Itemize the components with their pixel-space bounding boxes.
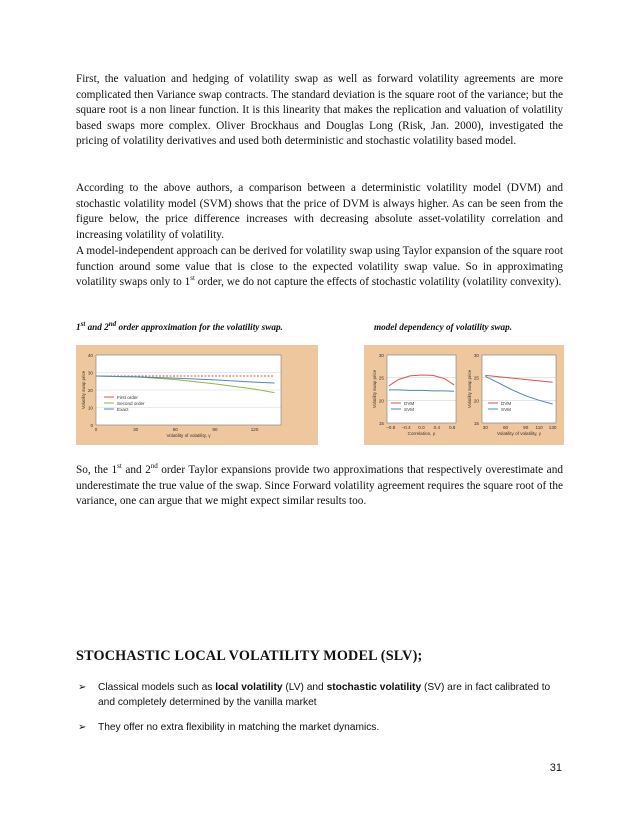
p3-text-b: order, we do not capture the effects of stochastic volatility (volatility convexity). [194,276,562,289]
x-tick-label: –0.4 [401,425,411,430]
p4-sup2: nd [150,462,158,471]
x-tick-label: 130 [548,425,557,430]
y-tick-label: 10 [87,405,93,411]
y-tick-label: 30 [473,353,479,358]
paragraph-3 [76,244,563,291]
p4-text-b: and 2 [121,464,151,476]
x-tick-label: 110 [535,425,543,430]
left-figure-caption [76,319,283,332]
paragraph-2: According to the above authors, a comparison between a deterministic volatility model (DVM) and stochastic volatility model (SVM) shows that the price of DVM is always higher. As can be seen from the figure below, the price difference increases with decreasing absolute asset-volatility correlation and increasing volatility of volatility. [76,182,563,241]
y-tick-label: 15 [473,421,479,426]
arrow-bullet-icon: ➢ [78,682,87,693]
p4-text-a: So, the 1 [76,464,118,476]
x-tick-label: 0.8 [448,425,456,430]
cap-sup1: st [80,319,86,328]
legend-label: DVM [404,400,415,406]
figure-taylor-approximation [76,345,318,445]
section-heading: STOCHASTIC LOCAL VOLATILITY MODEL (SLV); [76,648,423,664]
x-tick-label: 90 [523,425,529,430]
p4-sup1: st [117,462,122,471]
y-axis-label: Volatility swap price [467,369,472,409]
y-axis-label: Volatility swap price [81,370,86,410]
cap-a: 1 [76,322,81,332]
y-tick-label: 30 [378,353,384,358]
legend-label: Exact [117,406,129,412]
p3-text-a: A model-independent approach can be derived for volatility swap using Taylor expansion of the square root function around some value that is close to the expected volatility swap value. So in approximating volatility swaps only to 1 [76,245,563,289]
bullet-item-1 [78,680,568,710]
cap-b: and 2 [85,322,109,332]
legend-label: Second order [117,400,145,406]
legend-label: First order [117,394,138,400]
arrow-bullet-icon: ➢ [78,722,87,733]
x-axis-label: Volatility of volatility, γ [166,433,211,438]
y-tick-label: 20 [473,398,479,404]
p3-sup: st [190,274,195,283]
y-tick-label: 15 [378,421,384,426]
y-tick-label: 0 [90,423,93,428]
x-tick-label: 120 [250,427,259,432]
bullet-item-2 [78,720,568,735]
chart-taylor-approximation [76,345,318,445]
p4-text-c: order Taylor expansions provide two approximations that respectively overestimate and underestimate the true value of the swap. Since Forward volatility agreement requires the square root of the variance, one can argue that we might expect similar results too. [76,464,563,508]
paragraph-1: First, the valuation and hedging of volatility swap as well as forward volatility agreements are more complicated then Variance swap contracts. The standard deviation is the square root of the variance; but the square root is a non linear function. It is this linearity that makes the replication and valuation of volatility based swaps more complex. Oliver Brockhaus and Douglas Long (Risk, Jan. 2000), investigated the pricing of volatility derivatives and used both deterministic and stochastic volatility based model. [76,73,563,148]
x-tick-label: 0.4 [433,425,441,430]
bullet1-post: (SV) are in fact calibrated to and completely determined by the vanilla market [98,682,551,708]
x-tick-label: 30 [133,427,139,432]
figure-model-dependency [364,345,564,445]
legend-label: SVM [404,406,414,412]
x-tick-label: 90 [212,427,218,432]
x-tick-label: 0 [94,427,98,432]
bullet1-mid: (LV) and [282,682,327,693]
page-number: 31 [549,762,562,774]
y-tick-label: 20 [87,388,93,393]
bullet1-bold1: local volatility [215,682,283,693]
x-tick-label: 30 [482,425,488,430]
paragraph-4 [76,463,563,510]
y-tick-label: 20 [378,398,384,404]
y-tick-label: 40 [87,353,93,358]
right-figure-caption: model dependency of volatility swap. [374,322,513,332]
y-tick-label: 30 [87,370,93,376]
x-tick-label: 60 [502,425,509,430]
cap-sup2: nd [108,319,117,328]
bullet2-text: They offer no extra flexibility in matching the market dynamics. [98,722,380,733]
y-tick-label: 25 [378,375,384,381]
plot-area [482,355,556,423]
x-axis-label: Volatility of volatility, γ [496,431,542,436]
x-tick-label: 0.0 [418,425,425,430]
x-axis-label: Correlation, ρ [407,431,436,436]
legend-label: DVM [501,400,512,406]
x-tick-label: –0.8 [386,425,396,430]
bullet1-pre: Classical models such as [98,682,216,693]
chart-vol-of-vol [464,345,564,445]
x-tick-label: 60 [172,427,178,432]
chart-correlation [364,345,464,445]
y-axis-label: Volatility swap price [372,369,377,409]
y-tick-label: 25 [473,375,479,381]
bullet1-bold2: stochastic volatility [326,682,422,693]
cap-c: order approximation for the volatility swap. [116,322,283,332]
legend-label: SVM [501,406,511,412]
plot-area [387,355,456,423]
